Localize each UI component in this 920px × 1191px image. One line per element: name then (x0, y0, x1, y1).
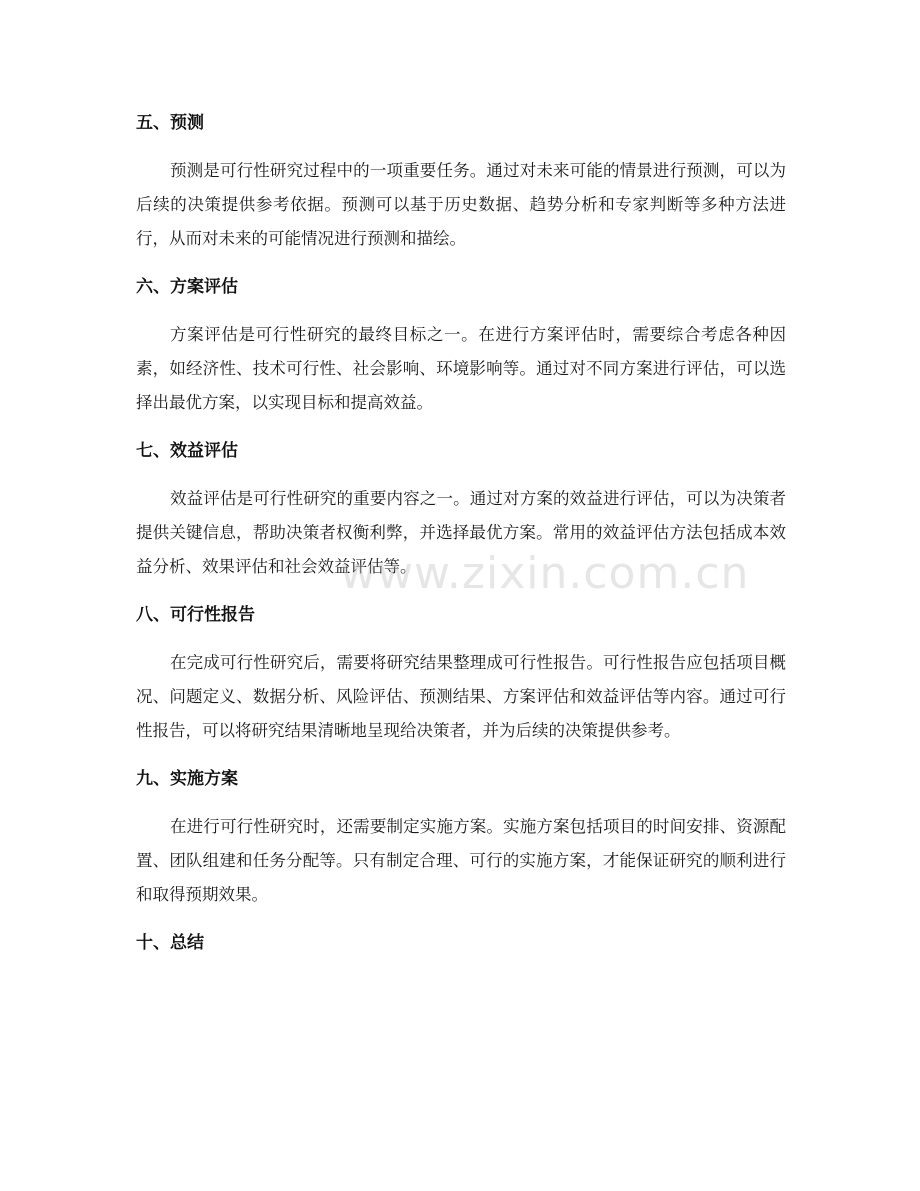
section-heading: 五、预测 (136, 113, 204, 133)
section-paragraph: 在进行可行性研究时，还需要制定实施方案。实施方案包括项目的时间安排、资源配置、团队组建和任务分配等。只有制定合理、可行的实施方案，才能保证研究的顺利进行和取得预期效果。 (136, 817, 786, 904)
section-plan-evaluation (136, 272, 786, 436)
section-feasibility-report (136, 600, 786, 764)
section-heading: 六、方案评估 (136, 277, 238, 297)
document-content (136, 108, 786, 958)
section-paragraph: 方案评估是可行性研究的最终目标之一。在进行方案评估时，需要综合考虑各种因素，如经济性、技术可行性、社会影响、环境影响等。通过对不同方案进行评估，可以选择出最优方案，以实现目标和提高效益。 (136, 325, 786, 412)
section-paragraph: 效益评估是可行性研究的重要内容之一。通过对方案的效益进行评估，可以为决策者提供关键信息，帮助决策者权衡利弊，并选择最优方案。常用的效益评估方法包括成本效益分析、效果评估和社会效益评估等。 (136, 489, 786, 576)
section-forecast (136, 108, 786, 272)
section-heading: 十、总结 (136, 933, 204, 953)
section-heading: 八、可行性报告 (136, 605, 255, 625)
section-summary (136, 928, 786, 958)
section-implementation-plan (136, 764, 786, 928)
section-heading: 九、实施方案 (136, 769, 238, 789)
section-paragraph: 在完成可行性研究后，需要将研究结果整理成可行性报告。可行性报告应包括项目概况、问题定义、数据分析、风险评估、预测结果、方案评估和效益评估等内容。通过可行性报告，可以将研究结果清晰地呈现给决策者，并为后续的决策提供参考。 (136, 653, 786, 740)
section-paragraph: 预测是可行性研究过程中的一项重要任务。通过对未来可能的情景进行预测，可以为后续的决策提供参考依据。预测可以基于历史数据、趋势分析和专家判断等多种方法进行，从而对未来的可能情况进行预测和描绘。 (136, 161, 786, 248)
section-heading: 七、效益评估 (136, 441, 238, 461)
section-benefit-evaluation (136, 436, 786, 600)
watermark: www.zixin.com.cn (340, 548, 750, 599)
